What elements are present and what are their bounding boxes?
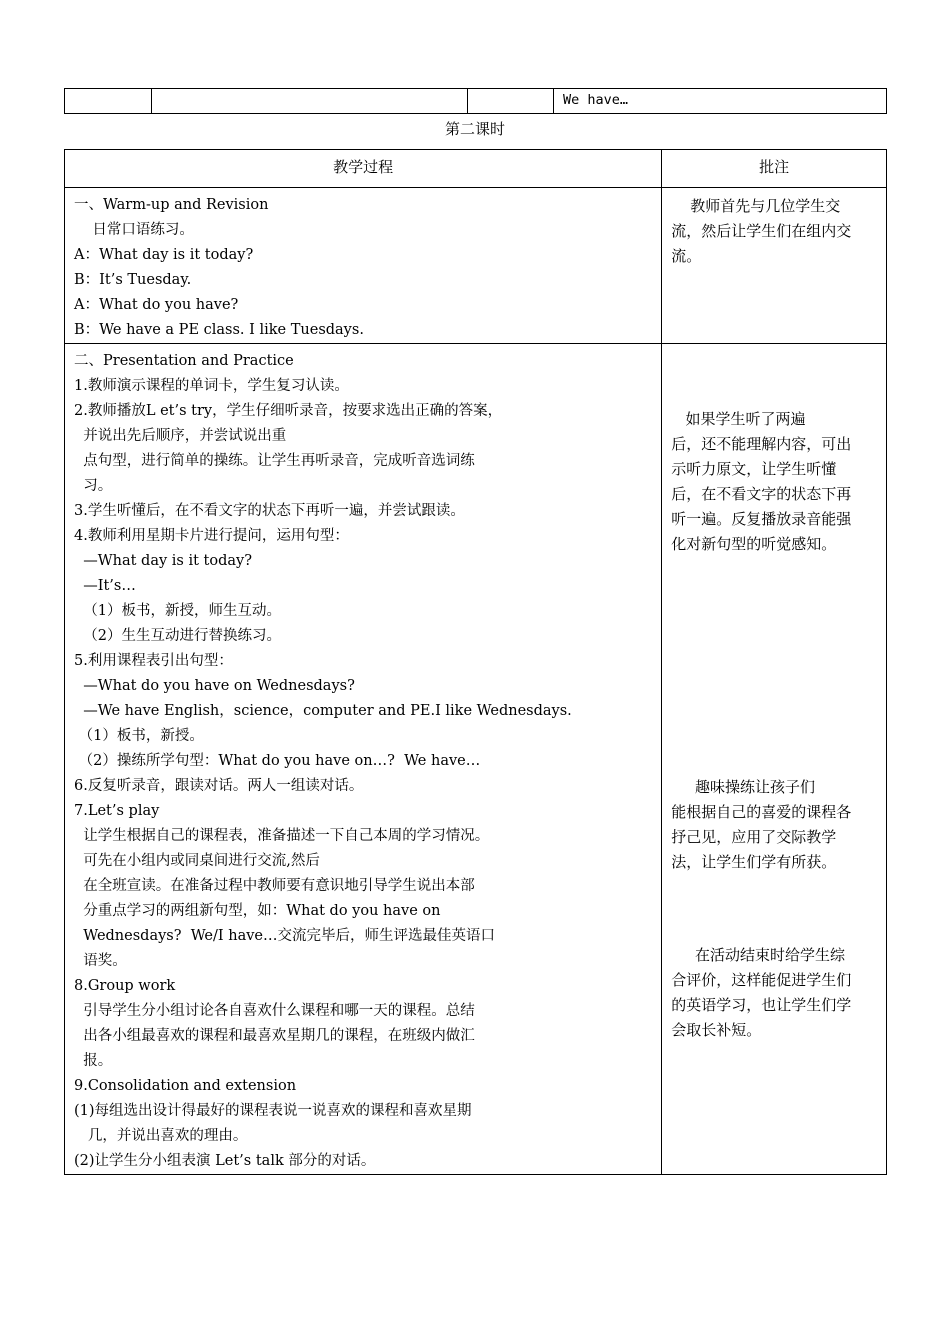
process-line: 5.利用课程表引出句型：	[74, 653, 233, 669]
lesson-table	[64, 149, 887, 1175]
process-line: 9.Consolidation and extension	[74, 1078, 297, 1094]
header-process	[65, 150, 662, 188]
process-line: —What day is it today?	[74, 553, 252, 569]
process-line: 二、Presentation and Practice	[74, 353, 294, 369]
warmup-note-cell	[662, 188, 887, 344]
presentation-lines	[65, 344, 661, 1174]
note-line: 抒己见，应用了交际教学	[671, 828, 837, 846]
note-line: 后，还不能理解内容，可出	[671, 435, 852, 453]
process-line: 报。	[74, 1053, 113, 1069]
top-cell-2	[152, 89, 468, 114]
top-cell-4	[554, 89, 887, 114]
process-line: A：What do you have?	[74, 297, 239, 313]
note-line: 会取长补短。	[671, 1021, 762, 1039]
presentation-process-cell	[65, 344, 662, 1175]
header-notes-label: 批注	[759, 158, 790, 176]
note-line: 后，在不看文字的状态下再	[671, 485, 852, 503]
process-line: 1.教师演示课程的单词卡，学生复习认读。	[74, 378, 349, 394]
process-line: 可先在小组内或同桌间进行交流,然后	[74, 853, 320, 869]
header-process-label: 教学过程	[333, 158, 394, 176]
process-line: 分重点学习的两组新句型，如：What do you have on	[74, 903, 441, 919]
process-line: 让学生根据自己的课程表，准备描述一下自己本周的学习情况。	[74, 828, 490, 844]
note-line: 流。	[671, 247, 702, 265]
process-line: 几，并说出喜欢的理由。	[74, 1128, 248, 1144]
process-line: 引导学生分小组讨论各自喜欢什么课程和哪一天的课程。总结	[74, 1003, 475, 1019]
note-line: 的英语学习，也让学生们学	[671, 996, 852, 1014]
process-line: 语奖。	[74, 953, 127, 969]
process-line: 3.学生听懂后，在不看文字的状态下再听一遍，并尝试跟读。	[74, 503, 465, 519]
process-line: 并说出先后顺序，并尝试说出重	[74, 428, 287, 444]
section-title: 第二课时	[444, 120, 505, 138]
process-line: B：We have a PE class. I like Tuesdays.	[74, 322, 364, 338]
presentation-note-1	[662, 401, 886, 557]
top-cell-text: We have…	[563, 92, 629, 108]
note-line: 化对新句型的听觉感知。	[671, 535, 837, 553]
warmup-process-cell	[65, 188, 662, 344]
process-line: （1）板书，新授。	[74, 728, 204, 744]
presentation-note-2	[662, 769, 886, 875]
note-line: 在活动结束时给学生综	[671, 946, 846, 964]
row-presentation	[65, 344, 887, 1175]
process-line: （2）生生互动进行替换练习。	[74, 628, 281, 644]
process-line: —It’s…	[74, 578, 136, 594]
process-line: 点句型，进行简单的操练。让学生再听录音，完成听音选词练	[74, 453, 475, 469]
process-line: —We have English，science，computer and PE.I like Wednesdays.	[74, 703, 572, 719]
process-line: 一、Warm-up and Revision	[74, 197, 269, 213]
note-line: 示听力原文，让学生听懂	[671, 460, 837, 478]
presentation-note-cell	[662, 344, 887, 1175]
note-line: 合评价，这样能促进学生们	[671, 971, 852, 989]
presentation-note-3	[662, 937, 886, 1043]
process-line: 7.Let’s play	[74, 803, 160, 819]
process-line: 8.Group work	[74, 978, 176, 994]
process-line: 出各小组最喜欢的课程和最喜欢星期几的课程，在班级内做汇	[74, 1028, 475, 1044]
header-row	[65, 150, 887, 188]
note-line: 如果学生听了两遍	[671, 410, 806, 428]
process-line: (1)每组选出设计得最好的课程表说一说喜欢的课程和喜欢星期	[74, 1103, 472, 1119]
note-line: 能根据自己的喜爱的课程各	[671, 803, 852, 821]
process-line: 在全班宣读。在准备过程中教师要有意识地引导学生说出本部	[74, 878, 475, 894]
note-line: 教师首先与几位学生交	[671, 197, 841, 215]
top-cell-3	[468, 89, 554, 114]
process-line: 6.反复听录音，跟读对话。两人一组读对话。	[74, 778, 364, 794]
process-line: B：It’s Tuesday.	[74, 272, 192, 288]
top-cell-1	[65, 89, 152, 114]
previous-table-bottom-row	[64, 88, 887, 114]
warmup-note	[662, 188, 886, 269]
process-line: 日常口语练习。	[74, 222, 194, 238]
note-line: 听一遍。反复播放录音能强	[671, 510, 852, 528]
process-line: —What do you have on Wednesdays?	[74, 678, 355, 694]
process-line: A：What day is it today?	[74, 247, 254, 263]
row-warmup	[65, 188, 887, 344]
note-line: 流，然后让学生们在组内交	[671, 222, 852, 240]
process-line: 2.教师播放L et’s try，学生仔细听录音，按要求选出正确的答案，	[74, 403, 503, 419]
note-line: 法，让学生们学有所获。	[671, 853, 837, 871]
process-line: 习。	[74, 478, 113, 494]
process-line: (2)让学生分小组表演 Let’s talk 部分的对话。	[74, 1153, 376, 1169]
process-line: Wednesdays? We/I have…交流完毕后，师生评选最佳英语口	[74, 928, 495, 944]
warmup-lines	[65, 188, 661, 343]
process-line: 4.教师利用星期卡片进行提问，运用句型：	[74, 528, 349, 544]
note-line: 趣味操练让孩子们	[671, 778, 816, 796]
header-notes	[662, 150, 887, 188]
process-line: （1）板书，新授，师生互动。	[74, 603, 281, 619]
process-line: （2）操练所学句型：What do you have on…? We have…	[74, 753, 481, 769]
